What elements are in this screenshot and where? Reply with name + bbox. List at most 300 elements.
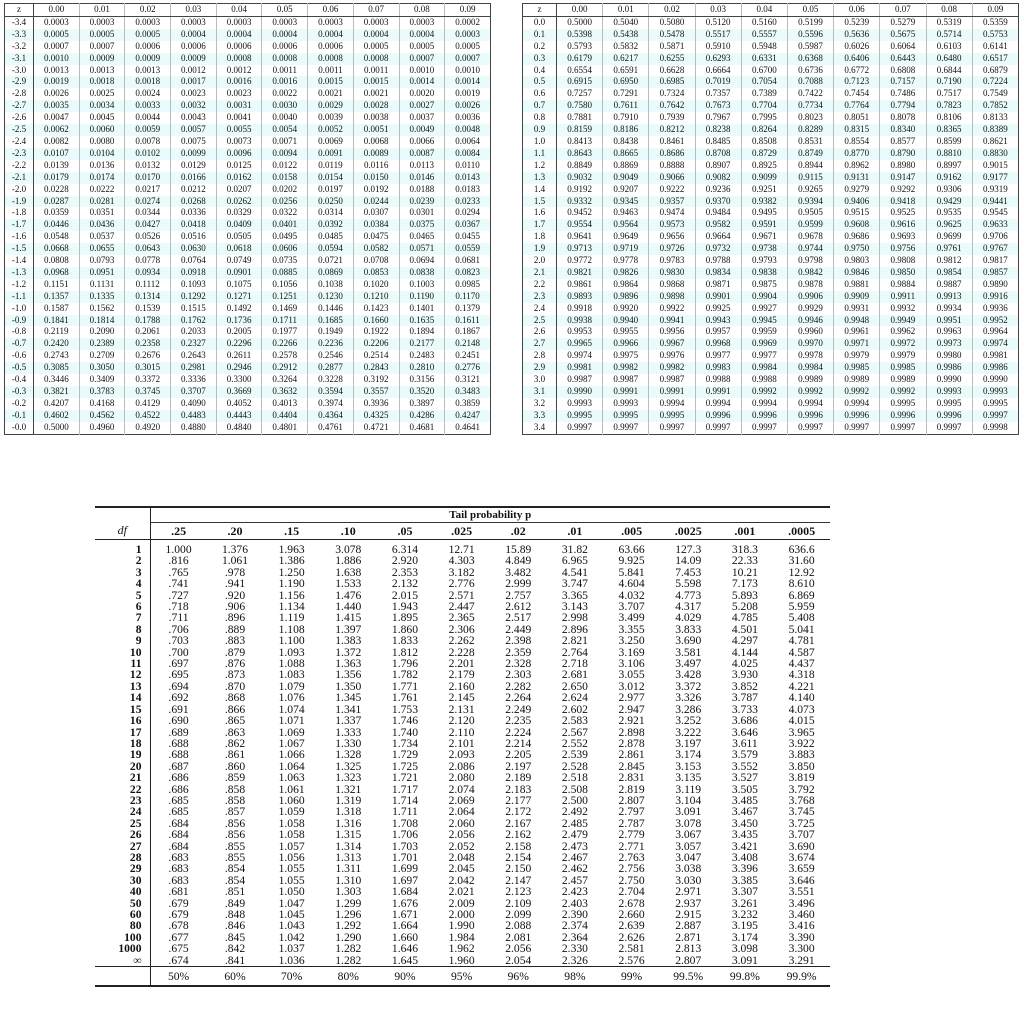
critical-value-cell: 3.707 [618,601,645,613]
critical-value-cell: 3.482 [505,566,532,579]
critical-value-cell: .684 [168,829,189,841]
probability-cell: 0.0033 [125,100,171,112]
critical-value-cell: 3.067 [675,829,702,841]
probability-cell: 0.9884 [880,279,926,291]
probability-cell: 0.0013 [125,65,171,77]
df-value: 7 [95,612,150,623]
critical-value-cell: 1.071 [278,715,305,727]
probability-cell: 0.5319 [926,16,972,28]
critical-value-cell: .857 [224,806,246,818]
probability-cell: 0.9998 [972,422,1018,434]
probability-cell: 0.5675 [880,29,926,41]
probability-cell: 0.8749 [787,148,833,160]
critical-value-cell: 3.153 [675,760,702,773]
probability-cell: 0.9251 [741,184,787,196]
probability-cell: 0.0268 [171,196,217,208]
probability-cell: 0.5948 [741,41,787,53]
probability-cell: 0.9987 [649,374,695,386]
t-table-row [95,818,830,829]
critical-value-cell: 3.467 [731,806,758,818]
critical-value-cell: 2.678 [618,897,645,909]
critical-value-cell: 4.785 [731,612,758,624]
z-value: -2.6 [5,112,34,124]
critical-value-cell: 2.861 [618,749,645,761]
probability-cell: 0.0003 [216,16,262,28]
critical-value-cell: .876 [224,658,246,670]
probability-cell: 0.0233 [445,196,491,208]
probability-cell: 0.9953 [557,326,603,338]
critical-value-cell: 2.080 [448,772,475,784]
probability-cell: 0.4325 [353,410,399,422]
probability-cell: 0.8340 [880,124,926,136]
probability-cell: 0.3745 [125,386,171,398]
probability-cell: 0.9941 [649,315,695,327]
probability-cell: 0.3015 [125,362,171,374]
critical-value-cell: 5.208 [731,601,758,613]
tail-probability-header: .01 [547,523,604,540]
probability-cell: 0.9641 [557,231,603,243]
probability-cell: 0.0023 [216,88,262,100]
critical-value-cell: 4.501 [731,623,758,636]
probability-cell: 0.7088 [787,76,833,88]
probability-cell: 0.7823 [926,100,972,112]
critical-value-cell: .674 [168,954,189,967]
critical-value-cell: 3.497 [675,658,702,670]
probability-cell: 0.1446 [308,303,354,315]
probability-cell: 0.9991 [603,386,649,398]
probability-cell: 0.1093 [171,279,217,291]
critical-value-cell: 1.134 [278,601,305,613]
critical-value-cell: 3.169 [618,646,645,659]
probability-cell: 0.8554 [834,136,880,148]
probability-cell: 0.9049 [603,172,649,184]
probability-cell: 0.0384 [353,219,399,231]
probability-cell: 0.9992 [834,386,880,398]
probability-cell: 0.9987 [603,374,649,386]
probability-cell: 0.3192 [353,374,399,386]
probability-cell: 0.0344 [125,207,171,219]
probability-cell: 0.9162 [926,172,972,184]
probability-cell: 0.0006 [308,41,354,53]
critical-value-cell: 2.473 [561,840,588,852]
critical-value-cell: .691 [168,703,189,716]
critical-value-cell: .675 [168,943,189,955]
probability-cell: 0.6879 [972,65,1018,77]
critical-value-cell: 1.156 [278,589,305,602]
probability-cell: 0.0069 [308,136,354,148]
critical-value-cell: 1.045 [278,909,305,921]
probability-cell: 0.8621 [972,136,1018,148]
probability-cell: 0.0012 [216,65,262,77]
probability-cell: 0.0084 [445,148,491,160]
z-value: 1.4 [523,184,557,196]
probability-cell: 0.9812 [926,255,972,267]
z-table-row [523,326,1019,338]
probability-cell: 0.9846 [834,267,880,279]
probability-cell: 0.9992 [787,386,833,398]
critical-value-cell: .689 [168,726,189,738]
probability-cell: 0.6179 [557,53,603,65]
probability-cell: 0.6628 [649,65,695,77]
probability-cell: 0.0934 [125,267,171,279]
critical-value-cell: .920 [224,589,246,602]
probability-cell: 0.4247 [445,410,491,422]
critical-value-cell: 5.893 [731,589,758,602]
t-table-row [95,669,830,680]
critical-value-cell: .896 [224,612,246,624]
critical-value-cell: 2.764 [561,646,588,659]
probability-cell: 0.9934 [926,303,972,315]
probability-cell: 0.6844 [926,65,972,77]
z-value: -2.0 [5,184,34,196]
critical-value-cell: 2.403 [561,897,588,909]
critical-value-cell: 3.326 [675,692,702,704]
z-hundredths-header: 0.04 [216,4,262,17]
probability-cell: 0.0082 [34,136,80,148]
critical-value-cell: 3.047 [675,851,702,864]
critical-value-cell: 3.055 [618,669,645,681]
z-value: -1.3 [5,267,34,279]
probability-cell: 0.0307 [353,207,399,219]
critical-value-cell: 2.015 [391,589,418,602]
z-value: 3.1 [523,386,557,398]
footer-corner [95,967,150,987]
critical-value-cell: 5.041 [788,623,815,636]
critical-value-cell: 3.850 [788,760,815,773]
critical-value-cell: 1.337 [335,715,362,727]
probability-cell: 0.9988 [741,374,787,386]
critical-value-cell: 3.232 [731,909,758,921]
probability-cell: 0.9861 [557,279,603,291]
probability-cell: 0.5910 [695,41,741,53]
probability-cell: 0.0008 [353,53,399,65]
probability-cell: 0.0015 [308,76,354,88]
z-table-row [5,386,491,398]
t-table-row [95,806,830,817]
t-table-row [95,955,830,967]
probability-cell: 0.5199 [787,16,833,28]
critical-value-cell: 3.307 [731,886,758,898]
confidence-level-cell: 95% [433,967,490,987]
probability-cell: 0.3121 [445,374,491,386]
critical-value-cell: .856 [224,829,246,841]
probability-cell: 0.0113 [399,160,445,172]
z-hundredths-header: 0.08 [399,4,445,17]
tail-probability-header: .005 [603,523,660,540]
probability-cell: 0.1711 [262,315,308,327]
critical-value-cell: 2.567 [561,726,588,738]
probability-cell: 0.9887 [926,279,972,291]
critical-value-cell: 6.314 [391,543,418,556]
probability-cell: 0.5987 [787,41,833,53]
critical-value-cell: 12.71 [448,543,475,556]
probability-cell: 0.6808 [880,65,926,77]
df-value: 18 [95,738,150,749]
probability-cell: 0.0019 [445,88,491,100]
critical-value-cell: 2.583 [561,715,588,727]
z-value: -2.3 [5,148,34,160]
critical-value-cell: .711 [168,612,189,624]
probability-cell: 0.0029 [308,100,354,112]
probability-cell: 0.0008 [308,53,354,65]
df-value: 27 [95,841,150,852]
critical-value-cell: 2.977 [618,692,645,704]
probability-cell: 0.0485 [308,231,354,243]
critical-value-cell: 2.898 [618,726,645,738]
critical-value-cell: 3.174 [675,749,702,761]
z-table-row [523,386,1019,398]
probability-cell: 0.9066 [649,172,695,184]
probability-cell: 0.4013 [262,398,308,410]
critical-value-cell: 1.350 [335,680,362,693]
critical-value-cell: .870 [224,680,246,693]
probability-cell: 0.5714 [926,29,972,41]
critical-value-cell: 2.771 [618,840,645,852]
critical-value-cell: .861 [224,749,246,761]
probability-cell: 0.0066 [399,136,445,148]
probability-cell: 0.9671 [741,231,787,243]
tail-probability-header: .001 [717,523,774,540]
critical-value-cell: 3.078 [675,817,702,830]
probability-cell: 0.9319 [972,184,1018,196]
confidence-level-cell: 60% [207,967,264,987]
z-value: -3.3 [5,29,34,41]
probability-cell: 0.9969 [741,338,787,350]
probability-cell: 0.9979 [880,350,926,362]
critical-value-cell: 2.807 [675,954,702,967]
probability-cell: 0.6331 [741,53,787,65]
z-value: 0.2 [523,41,557,53]
critical-value-cell: 2.821 [561,635,588,647]
probability-cell: 0.3897 [399,398,445,410]
critical-value-cell: 1.055 [278,863,305,875]
probability-cell: 0.0158 [262,172,308,184]
critical-value-cell: 2.756 [618,863,645,875]
probability-cell: 0.0004 [171,29,217,41]
probability-cell: 0.8577 [880,136,926,148]
probability-cell: 0.0150 [353,172,399,184]
probability-cell: 0.1423 [353,303,399,315]
z-value: 1.7 [523,219,557,231]
critical-value-cell: 4.032 [618,589,645,602]
z-value: -1.8 [5,207,34,219]
critical-value-cell: 1.292 [335,920,362,932]
probability-cell: 0.0018 [125,76,171,88]
probability-cell: 0.0011 [308,65,354,77]
critical-value-cell: 2.639 [618,920,645,932]
critical-value-cell: 3.552 [731,760,758,773]
df-value: 4 [95,578,150,589]
critical-value-cell: 3.421 [731,840,758,852]
z-value: -2.9 [5,76,34,88]
probability-cell: 0.9732 [695,243,741,255]
probability-cell: 0.9973 [926,338,972,350]
z-table-row [523,76,1019,88]
z-value: -2.2 [5,160,34,172]
probability-cell: 0.5279 [880,16,926,28]
critical-value-cell: .860 [224,760,246,773]
z-value: 1.3 [523,172,557,184]
critical-value-cell: 3.485 [731,794,758,807]
probability-cell: 0.3483 [445,386,491,398]
probability-cell: 0.9842 [787,267,833,279]
tail-probability-header: .025 [433,523,490,540]
probability-cell: 0.7422 [787,88,833,100]
probability-cell: 0.9956 [649,326,695,338]
critical-value-cell: 3.195 [731,920,758,932]
probability-cell: 0.9406 [834,196,880,208]
probability-cell: 0.9955 [603,326,649,338]
probability-cell: 0.0287 [34,196,80,208]
probability-cell: 0.0301 [399,207,445,219]
probability-cell: 0.0122 [262,160,308,172]
probability-cell: 0.0021 [308,88,354,100]
probability-cell: 0.0129 [171,160,217,172]
critical-value-cell: 4.297 [731,635,758,647]
probability-cell: 0.7852 [972,100,1018,112]
probability-cell: 0.0013 [34,65,80,77]
df-value: 21 [95,772,150,783]
probability-cell: 0.9927 [741,303,787,315]
z-table-row [523,410,1019,422]
critical-value-cell: 1.067 [278,737,305,750]
probability-cell: 0.0091 [308,148,354,160]
critical-value-cell: 2.109 [505,897,532,909]
critical-value-cell: 2.021 [448,886,475,898]
probability-cell: 0.8413 [557,136,603,148]
critical-value-cell: 1.058 [278,829,305,841]
probability-cell: 0.0035 [34,100,80,112]
probability-cell: 0.9931 [834,303,880,315]
probability-cell: 0.0708 [353,255,399,267]
critical-value-cell: 3.252 [675,715,702,727]
critical-value-cell: 2.110 [448,726,475,738]
critical-value-cell: 6.869 [788,589,815,602]
z-table-row [5,184,491,196]
z-table-row [523,65,1019,77]
df-value: 1000 [95,943,150,954]
z-value: -3.4 [5,16,34,28]
z-value: -2.8 [5,88,34,100]
probability-cell: 0.9984 [741,362,787,374]
probability-cell: 0.7995 [741,112,787,124]
probability-cell: 0.1170 [445,291,491,303]
probability-cell: 0.0329 [216,207,262,219]
critical-value-cell: 2.528 [561,760,588,773]
probability-cell: 0.9981 [557,362,603,374]
probability-cell: 0.9925 [695,303,741,315]
probability-cell: 0.9783 [649,255,695,267]
probability-cell: 0.9608 [834,219,880,231]
probability-cell: 0.9616 [880,219,926,231]
probability-cell: 0.2389 [79,338,125,350]
probability-cell: 0.7580 [557,100,603,112]
probability-cell: 0.0014 [399,76,445,88]
critical-value-cell: 2.328 [505,658,532,670]
z-column-header: z [523,4,557,17]
probability-cell: 0.0885 [262,267,308,279]
z-hundredths-header: 0.03 [695,4,741,17]
critical-value-cell: 1.059 [278,806,305,818]
critical-value-cell: 2.398 [505,635,532,647]
probability-cell: 0.9966 [603,338,649,350]
probability-cell: 0.9699 [926,231,972,243]
probability-cell: 0.9474 [649,207,695,219]
critical-value-cell: 8.610 [788,578,815,590]
z-table-row [5,267,491,279]
probability-cell: 0.0104 [79,148,125,160]
probability-cell: 0.0030 [262,100,308,112]
probability-cell: 0.1660 [353,315,399,327]
critical-value-cell: 2.757 [505,589,532,602]
critical-value-cell: .727 [168,589,189,602]
probability-cell: 0.0049 [399,124,445,136]
probability-cell: 0.9177 [972,172,1018,184]
critical-value-cell: 127.3 [675,543,702,556]
probability-cell: 0.0043 [171,112,217,124]
critical-value-cell: .978 [224,566,246,579]
probability-cell: 0.9951 [926,315,972,327]
probability-cell: 0.9750 [834,243,880,255]
probability-cell: 0.8289 [787,124,833,136]
probability-cell: 0.9332 [557,196,603,208]
probability-cell: 0.7324 [649,88,695,100]
probability-cell: 0.0040 [262,112,308,124]
critical-value-cell: 63.66 [618,543,645,556]
critical-value-cell: 2.056 [448,829,475,841]
probability-cell: 0.0026 [34,88,80,100]
probability-cell: 0.0548 [34,231,80,243]
critical-value-cell: 1.250 [278,566,305,579]
probability-cell: 0.9726 [649,243,695,255]
critical-value-cell: 2.552 [561,737,588,750]
critical-value-cell: 2.999 [505,578,532,590]
critical-value-cell: 3.091 [731,954,758,967]
critical-value-cell: 3.747 [561,578,588,590]
probability-cell: 0.9995 [880,398,926,410]
z-table-row [5,219,491,231]
probability-cell: 0.9429 [926,196,972,208]
probability-cell: 0.9599 [787,219,833,231]
critical-value-cell: 1.313 [335,851,362,864]
critical-value-cell: 2.069 [448,794,475,807]
probability-cell: 0.4721 [353,422,399,434]
probability-cell: 0.0027 [399,100,445,112]
critical-value-cell: 1.066 [278,749,305,761]
critical-value-cell: .683 [168,874,189,887]
z-value: -1.7 [5,219,34,231]
probability-cell: 0.0188 [399,184,445,196]
probability-cell: 0.0749 [216,255,262,267]
probability-cell: 0.0537 [79,231,125,243]
critical-value-cell: 1.079 [278,680,305,693]
probability-cell: 0.6064 [880,41,926,53]
probability-cell: 0.9983 [695,362,741,374]
critical-value-cell: 1.319 [335,794,362,807]
probability-cell: 0.7549 [972,88,1018,100]
probability-cell: 0.9761 [926,243,972,255]
critical-value-cell: 1.372 [335,646,362,659]
z-table-row [523,374,1019,386]
probability-cell: 0.0075 [171,136,217,148]
probability-cell: 0.4840 [216,422,262,434]
probability-cell: 0.0116 [353,160,399,172]
probability-cell: 0.1003 [399,279,445,291]
probability-cell: 0.0016 [262,76,308,88]
probability-cell: 0.0047 [34,112,80,124]
probability-cell: 0.1056 [262,279,308,291]
probability-cell: 0.9990 [972,374,1018,386]
